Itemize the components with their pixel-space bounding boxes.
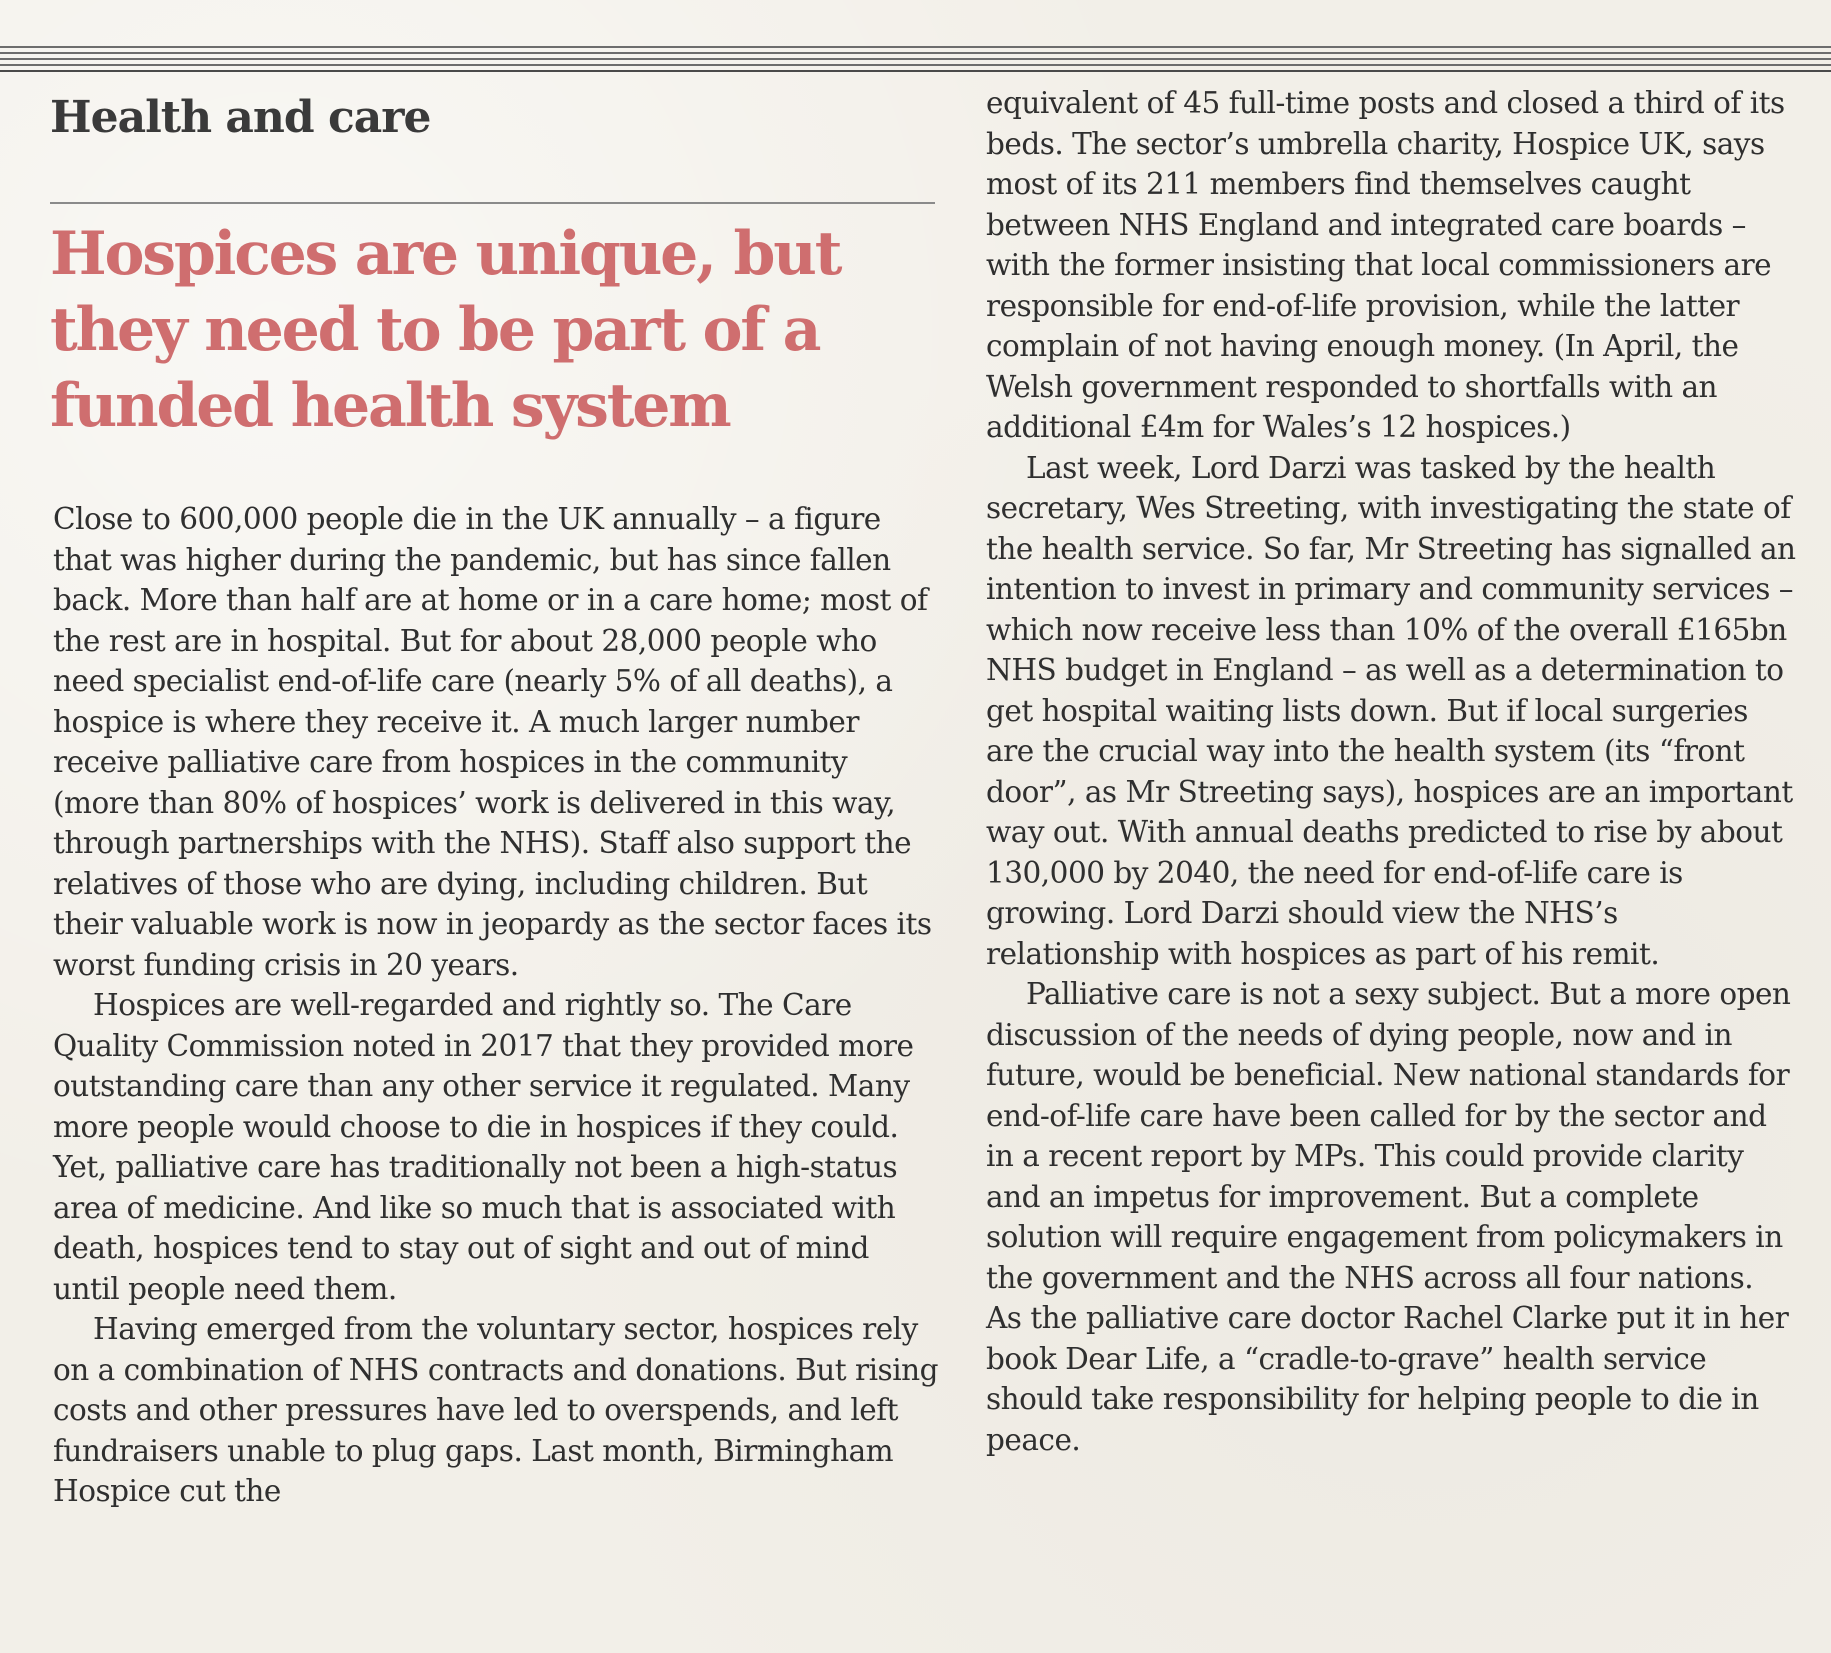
rule-line [0,58,1831,60]
header-rules [0,46,1831,82]
article-column-left [53,499,941,1512]
paragraph: Palliative care is not a sexy subject. But a more open discussion of the needs of dying people, now and in future, would be beneficial. New national standards for end-of-life care have been called for by the sector and in a recent report by MPs. This could provide clarity and an impetus for improvement. But a complete solution will require engagement from policymakers in the government and the NHS across all four nations. As the palliative care doctor Rachel Clarke put it in her book Dear Life, a “cradle-to-grave” health service should take responsibility for helping people to die in peace. [986,977,1791,1457]
paragraph: equivalent of 45 full-time posts and closed a third of its beds. The sector’s umbrella charity, Hospice UK, says most of its 211 members find themselves caught between NHS England and integrated care boards – with the former insisting that local commissioners are responsible for end-of-life provision, while the latter complain of not having enough money. (In April, the Welsh government responded to shortfalls with an additional £4m for Wales’s 12 hospices.) [986,86,1785,444]
paragraph: Having emerged from the voluntary sector, hospices rely on a combination of NHS contracts and donations. But rising costs and other pressures have led to overspends, and left fundraisers unable to plug gaps. Last month, Birmingham Hospice cut the [53,1312,939,1508]
paragraph: Last week, Lord Darzi was tasked by the health secretary, Wes Streeting, with investigating the state of the health service. So far, Mr Streeting has signalled an intention to invest in primary and community services – which now receive less than 10% of the overall £165bn NHS budget in England – as well as a determination to get hospital waiting lists down. But if local surgeries are the crucial way into the health system (its “front door”, as Mr Streeting says), hospices are an important way out. With annual deaths predicted to rise by about 130,000 by 2040, the need for end-of-life care is growing. Lord Darzi should view the NHS’s relationship with hospices as part of his remit. [986,450,1796,971]
rule-line [0,64,1831,66]
paragraph: Hospices are well-regarded and rightly so. The Care Quality Commission noted in 2017 that they provided more outstanding care than any other service it regulated. Many more people would choose to die in hospices if they could. Yet, palliative care has traditionally not been a high-status area of medicine. And like so much that is associated with death, hospices tend to stay out of sight and out of mind until people need them. [53,988,914,1306]
paragraph: Close to 600,000 people die in the UK annually – a figure that was higher during the pandemic, but has since fallen back. More than half are at home or in a care home; most of the rest are in hospital. But for about 28,000 people who need specialist end-of-life care (nearly 5% of all deaths), a hospice is where they receive it. A much larger number receive palliative care from hospices in the community (more than 80% of hospices’ work is delivered in this way, through partnerships with the NHS). Staff also support the relatives of those who are dying, including children. But their valuable work is now in jeopardy as the sector faces its worst funding crisis in 20 years. [53,502,932,982]
rule-line [0,70,1831,72]
section-divider [50,202,935,204]
article-headline: Hospices are unique, but they need to be part of a funded health system [50,219,841,441]
rule-line [0,52,1831,54]
rule-line [0,46,1831,48]
section-label: Health and care [50,92,431,143]
article-column-right [986,83,1796,1460]
